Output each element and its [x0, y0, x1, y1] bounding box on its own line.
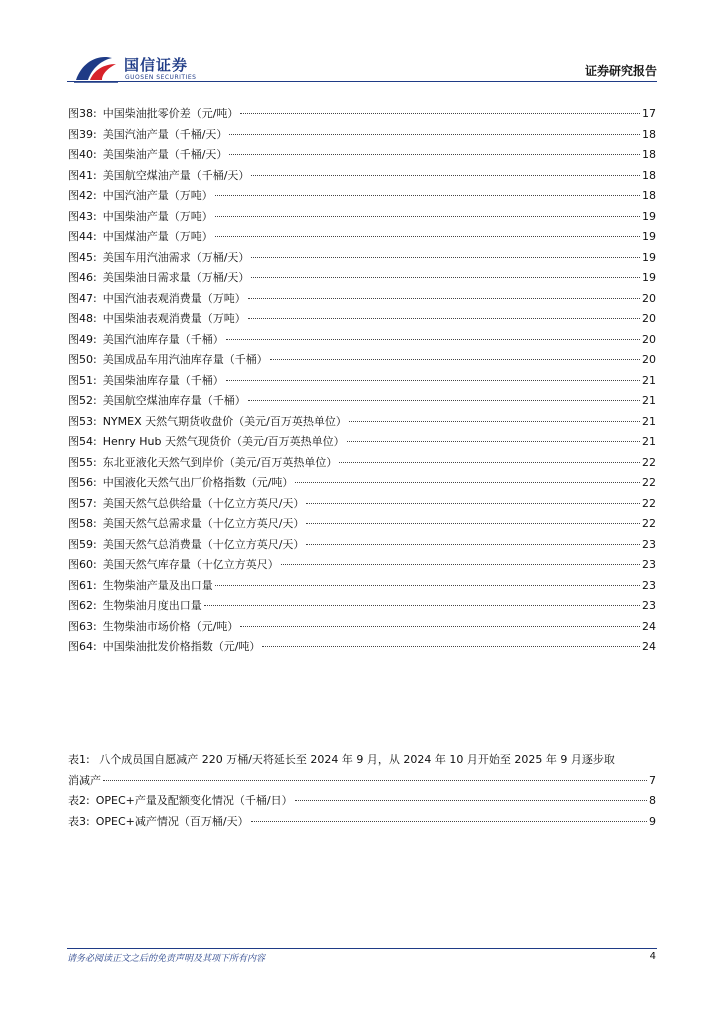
toc-entry-figure[interactable] [68, 473, 656, 494]
toc-entry-title: OPEC+产量及配额变化情况（千桶/日） [95, 794, 293, 807]
toc-entry-page: 24 [642, 619, 656, 633]
toc-entry-number: 图56: [68, 476, 97, 489]
toc-entry-number: 表1: [68, 753, 90, 766]
toc-entry-number: 图47: [68, 291, 97, 305]
toc-dot-leader [248, 298, 640, 299]
toc-entry-page: 19 [642, 271, 656, 284]
toc-entry-figure[interactable] [68, 576, 656, 597]
toc-entry-title: 中国汽油表观消费量（万吨） [102, 291, 246, 305]
toc-entry-page: 7 [649, 773, 656, 787]
toc-dot-leader [349, 421, 640, 422]
table-toc-list [68, 750, 656, 832]
toc-entry-figure[interactable] [68, 207, 656, 228]
toc-entry-number: 图61: [68, 578, 97, 592]
toc-entry-title: 中国柴油批发价格指数（元/吨） [102, 640, 261, 653]
toc-entry-number: 图49: [68, 332, 97, 346]
toc-entry-page: 18 [642, 127, 656, 141]
toc-entry-title: 美国天然气总需求量（十亿立方英尺/天） [102, 517, 305, 530]
toc-entry-number: 图42: [68, 189, 97, 202]
toc-entry-title: 美国天然气总消费量（十亿立方英尺/天） [102, 537, 305, 551]
toc-entry-number: 图46: [68, 271, 97, 284]
toc-entry-page: 20 [642, 353, 656, 366]
toc-dot-leader [248, 318, 640, 319]
header-divider [67, 81, 657, 82]
toc-entry-number: 图51: [68, 373, 97, 387]
toc-entry-figure[interactable] [68, 453, 656, 474]
toc-dot-leader [229, 134, 640, 135]
toc-entry-title: 生物柴油市场价格（元/吨） [102, 619, 239, 633]
toc-entry-title: 生物柴油产量及出口量 [102, 578, 213, 592]
toc-dot-leader [295, 482, 640, 483]
toc-entry-page: 22 [642, 455, 656, 469]
toc-dot-leader [240, 113, 640, 114]
toc-entry-page: 20 [642, 291, 656, 305]
toc-dot-leader [306, 503, 640, 504]
toc-entry-page: 22 [642, 496, 656, 510]
toc-entry-page: 23 [642, 537, 656, 551]
toc-entry-figure[interactable] [68, 596, 656, 617]
toc-entry-title: 美国航空煤油产量（千桶/天） [102, 168, 250, 182]
toc-entry-number: 图50: [68, 353, 97, 366]
toc-entry-figure[interactable] [68, 535, 656, 556]
toc-entry-figure[interactable] [68, 494, 656, 515]
toc-entry-table-1[interactable] [68, 750, 656, 791]
footer-divider [67, 948, 657, 949]
toc-entry-figure[interactable] [68, 391, 656, 412]
toc-entry-page: 21 [642, 435, 656, 448]
toc-entry-number: 图45: [68, 250, 97, 264]
toc-dot-leader [204, 605, 640, 606]
toc-entry-page: 21 [642, 373, 656, 387]
toc-entry-number: 图43: [68, 209, 97, 223]
toc-dot-leader [306, 544, 640, 545]
toc-entry-table-3[interactable] [68, 812, 656, 833]
figure-toc-list [68, 104, 656, 658]
toc-entry-title: 美国柴油日需求量（万桶/天） [102, 271, 250, 284]
logo-text-cn: 国信证券 [124, 56, 189, 74]
toc-dot-leader [229, 154, 640, 155]
toc-entry-title: 八个成员国自愿减产 220 万桶/天将延长至 2024 年 9 月，从 2024 年 10 月开始至 2025 年 9 月逐步取 [99, 753, 615, 766]
toc-entry-title: 中国液化天然气出厂价格指数（元/吨） [102, 476, 294, 489]
toc-entry-page: 23 [642, 599, 656, 612]
toc-entry-title-continued: 消减产 [68, 773, 101, 787]
toc-dot-leader [248, 400, 640, 401]
toc-entry-page: 24 [642, 640, 656, 653]
toc-entry-number: 图54: [68, 435, 97, 448]
toc-entry-figure[interactable] [68, 227, 656, 248]
toc-entry-page: 18 [642, 189, 656, 202]
toc-dot-leader [103, 780, 647, 781]
toc-entry-number: 图48: [68, 312, 97, 325]
toc-entry-title: 美国汽油库存量（千桶） [102, 332, 224, 346]
page-number: 4 [649, 951, 656, 962]
toc-entry-number: 图44: [68, 230, 97, 243]
toc-entry-table-2[interactable] [68, 791, 656, 812]
toc-dot-leader [281, 564, 640, 565]
toc-entry-number: 图55: [68, 455, 97, 469]
toc-dot-leader [226, 380, 640, 381]
report-type-label: 证券研究报告 [584, 64, 657, 78]
toc-dot-leader [295, 800, 647, 801]
toc-entry-figure[interactable] [68, 166, 656, 187]
toc-entry-title: NYMEX 天然气期货收盘价（美元/百万英热单位） [102, 414, 347, 428]
toc-dot-leader [215, 236, 640, 237]
footer-disclaimer: 请务必阅读正文之后的免责声明及其项下所有内容 [67, 954, 266, 964]
toc-dot-leader [306, 523, 640, 524]
toc-entry-title: OPEC+减产情况（百万桶/天） [95, 814, 249, 828]
toc-entry-number: 表3: [68, 814, 90, 828]
toc-entry-page: 22 [642, 517, 656, 530]
toc-entry-title: 中国柴油表观消费量（万吨） [102, 312, 246, 325]
toc-entry-title: 中国汽油产量（万吨） [102, 189, 213, 202]
toc-entry-number: 图57: [68, 496, 97, 510]
toc-entry-number: 图40: [68, 148, 97, 161]
toc-entry-number: 图58: [68, 517, 97, 530]
toc-dot-leader [270, 359, 640, 360]
toc-entry-page: 22 [642, 476, 656, 489]
toc-entry-figure[interactable] [68, 125, 656, 146]
toc-entry-number: 图60: [68, 558, 97, 571]
toc-entry-figure[interactable] [68, 289, 656, 310]
toc-entry-title: 美国车用汽油需求（万桶/天） [102, 250, 250, 264]
toc-dot-leader [339, 462, 640, 463]
toc-entry-page: 18 [642, 148, 656, 161]
toc-dot-leader [251, 257, 640, 258]
toc-dot-leader [215, 216, 640, 217]
toc-entry-number: 图39: [68, 127, 97, 141]
toc-entry-title: 中国柴油产量（万吨） [102, 209, 213, 223]
toc-entry-number: 图63: [68, 619, 97, 633]
toc-entry-figure[interactable] [68, 555, 656, 576]
toc-entry-title: 美国汽油产量（千桶/天） [102, 127, 228, 141]
toc-entry-figure[interactable] [68, 309, 656, 330]
toc-dot-leader [215, 585, 640, 586]
toc-entry-figure[interactable] [68, 371, 656, 392]
toc-entry-title: 东北亚液化天然气到岸价（美元/百万英热单位） [102, 455, 338, 469]
toc-entry-figure[interactable] [68, 637, 656, 658]
toc-dot-leader [226, 339, 640, 340]
toc-entry-number: 表2: [68, 794, 90, 807]
toc-entry-number: 图59: [68, 537, 97, 551]
toc-entry-figure[interactable] [68, 104, 656, 125]
toc-entry-page: 18 [642, 168, 656, 182]
toc-entry-page: 19 [642, 250, 656, 264]
toc-entry-title: Henry Hub 天然气现货价（美元/百万英热单位） [102, 435, 345, 448]
guosen-logo-icon [72, 52, 120, 84]
toc-entry-figure[interactable] [68, 412, 656, 433]
toc-entry-number: 图53: [68, 414, 97, 428]
toc-entry-number: 图41: [68, 168, 97, 182]
toc-dot-leader [215, 195, 640, 196]
toc-dot-leader [251, 821, 647, 822]
toc-entry-title: 美国天然气总供给量（十亿立方英尺/天） [102, 496, 305, 510]
toc-entry-title: 美国柴油库存量（千桶） [102, 373, 224, 387]
toc-entry-page: 20 [642, 332, 656, 346]
toc-entry-number: 图52: [68, 394, 97, 407]
toc-entry-page: 8 [649, 794, 656, 807]
toc-entry-figure[interactable] [68, 514, 656, 535]
page-header [0, 0, 724, 85]
toc-dot-leader [347, 441, 640, 442]
toc-entry-title: 中国柴油批零价差（元/吨） [102, 107, 239, 120]
toc-entry-figure[interactable] [68, 350, 656, 371]
toc-dot-leader [262, 646, 640, 647]
toc-dot-leader [240, 626, 640, 627]
toc-entry-title: 美国柴油产量（千桶/天） [102, 148, 228, 161]
toc-entry-figure[interactable] [68, 248, 656, 269]
toc-entry-figure[interactable] [68, 330, 656, 351]
toc-entry-page: 17 [642, 107, 656, 120]
toc-entry-title: 生物柴油月度出口量 [102, 599, 202, 612]
toc-entry-figure[interactable] [68, 186, 656, 207]
toc-entry-title: 中国煤油产量（万吨） [102, 230, 213, 243]
toc-entry-title: 美国天然气库存量（十亿立方英尺） [102, 558, 279, 571]
toc-entry-figure[interactable] [68, 268, 656, 289]
logo-text-en: GUOSEN SECURITIES [125, 74, 197, 81]
toc-entry-title: 美国成品车用汽油库存量（千桶） [102, 353, 268, 366]
toc-entry-page: 9 [649, 814, 656, 828]
toc-entry-title: 美国航空煤油库存量（千桶） [102, 394, 246, 407]
toc-entry-number: 图64: [68, 640, 97, 653]
toc-entry-page: 21 [642, 394, 656, 407]
toc-entry-page: 19 [642, 209, 656, 223]
toc-entry-page: 20 [642, 312, 656, 325]
toc-entry-page: 19 [642, 230, 656, 243]
toc-entry-figure[interactable] [68, 432, 656, 453]
toc-entry-figure[interactable] [68, 617, 656, 638]
toc-dot-leader [251, 277, 640, 278]
toc-entry-page: 21 [642, 414, 656, 428]
toc-entry-page: 23 [642, 558, 656, 571]
toc-entry-number: 图38: [68, 107, 97, 120]
toc-entry-number: 图62: [68, 599, 97, 612]
toc-entry-figure[interactable] [68, 145, 656, 166]
toc-entry-page: 23 [642, 578, 656, 592]
toc-dot-leader [251, 175, 640, 176]
